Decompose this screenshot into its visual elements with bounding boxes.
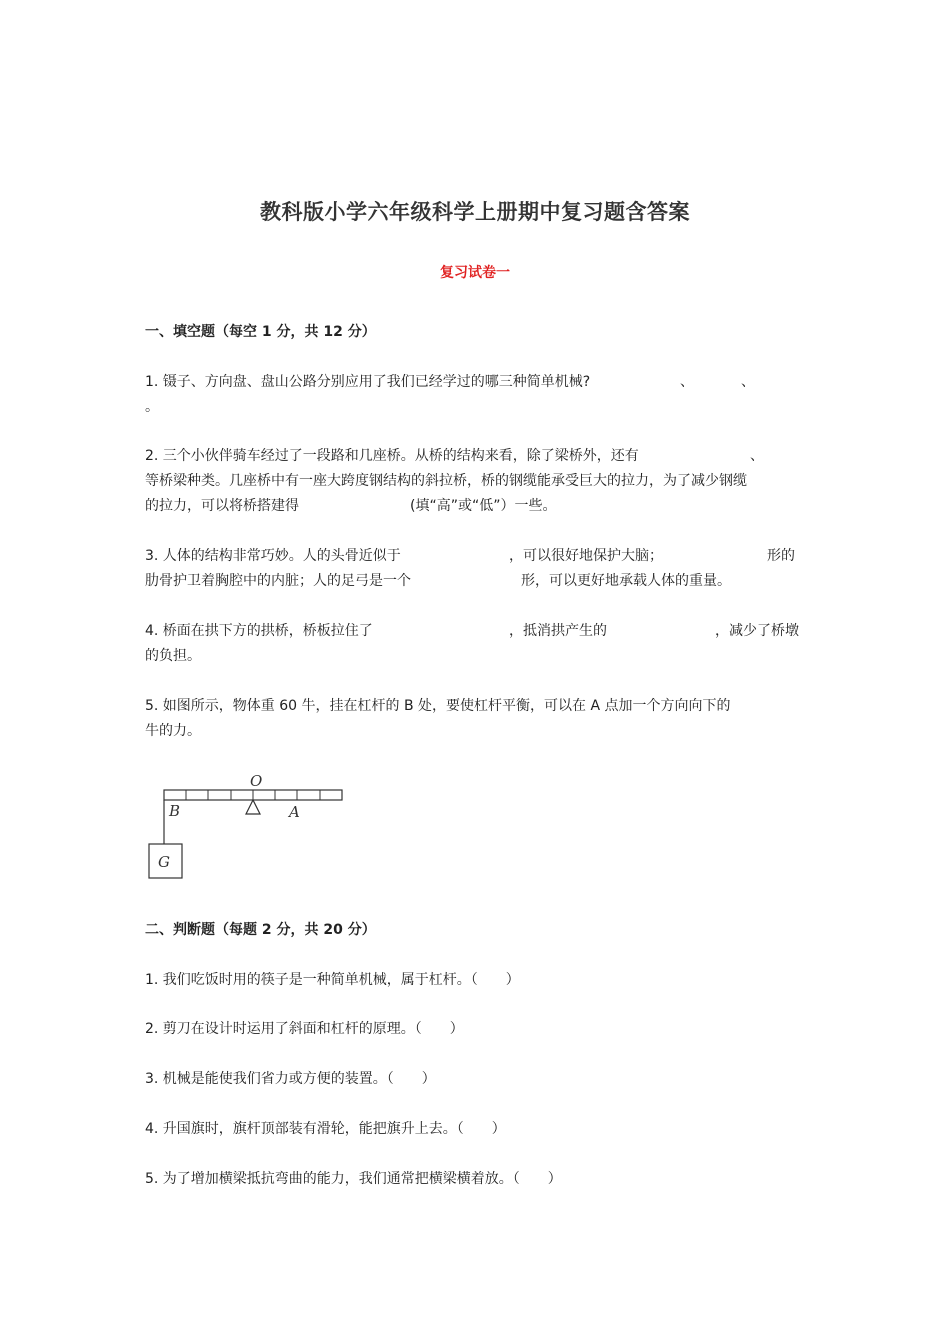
question-2-line-2: 等桥梁种类。几座桥中有一座大跨度钢结构的斜拉桥，桥的钢缆能承受巨大的拉力，为了减少钢缆 [145,473,747,489]
label-o: O [250,772,263,790]
question-5-line-1: 5. 如图所示，物体重 60 牛，挂在杠杆的 B 处，要使杠杆平衡，可以在 A 点加一个方向向下的 [145,698,731,714]
judgement-item: 1. 我们吃饭时用的筷子是一种简单机械，属于杠杆。（ ） [145,972,520,988]
question-2-line-3b: (填“高”或“低”）一些。 [410,498,557,514]
question-3-line-1a: 3. 人体的结构非常巧妙。人的头骨近似于 [145,548,401,564]
question-2-separator: 、 [750,448,764,464]
lever-beam-segments [186,790,320,800]
lever-diagram [140,768,360,888]
label-a: A [289,803,300,821]
label-b: B [169,802,181,820]
judgement-item: 5. 为了增加横梁抵抗弯曲的能力，我们通常把横梁横着放。（ ） [145,1171,562,1187]
question-3-line-1c: 形的 [767,548,795,564]
judgement-item: 3. 机械是能使我们省力或方便的装置。（ ） [145,1071,436,1087]
question-1-separator: 、 [680,374,694,390]
question-5-line-2: 牛的力。 [145,723,201,739]
document-title: 教科版小学六年级科学上册期中复习题含答案 [260,200,690,224]
question-4-line-1a: 4. 桥面在拱下方的拱桥，桥板拉住了 [145,623,373,639]
question-2-line-1: 2. 三个小伙伴骑车经过了一段路和几座桥。从桥的结构来看，除了梁桥外，还有 [145,448,639,464]
question-3-line-1b: ，可以很好地保护大脑； [509,548,663,564]
question-4-line-1c: ，减少了桥墩 [715,623,799,639]
question-3-line-2a: 肋骨护卫着胸腔中的内脏；人的足弓是一个 [145,573,411,589]
section-heading-fill-blank: 一、填空题（每空 1 分，共 12 分） [145,324,376,340]
question-1-text: 1. 镊子、方向盘、盘山公路分别应用了我们已经学过的哪三种简单机械? [145,374,591,390]
question-3-line-2b: 形，可以更好地承载人体的重量。 [521,573,731,589]
question-1-separator: 、 [741,374,755,390]
question-2-line-3a: 的拉力，可以将桥搭建得 [145,498,299,514]
document-subtitle: 复习试卷一 [440,265,510,281]
judgement-item: 4. 升国旗时，旗杆顶部装有滑轮，能把旗升上去。（ ） [145,1121,506,1137]
section-heading-true-false: 二、判断题（每题 2 分，共 20 分） [145,922,376,938]
judgement-item: 2. 剪刀在设计时运用了斜面和杠杆的原理。（ ） [145,1021,464,1037]
question-4-line-2: 的负担。 [145,648,201,664]
label-g: G [158,853,170,871]
question-4-line-1b: ，抵消拱产生的 [509,623,607,639]
question-1-end: 。 [145,399,159,415]
fulcrum [246,800,260,814]
